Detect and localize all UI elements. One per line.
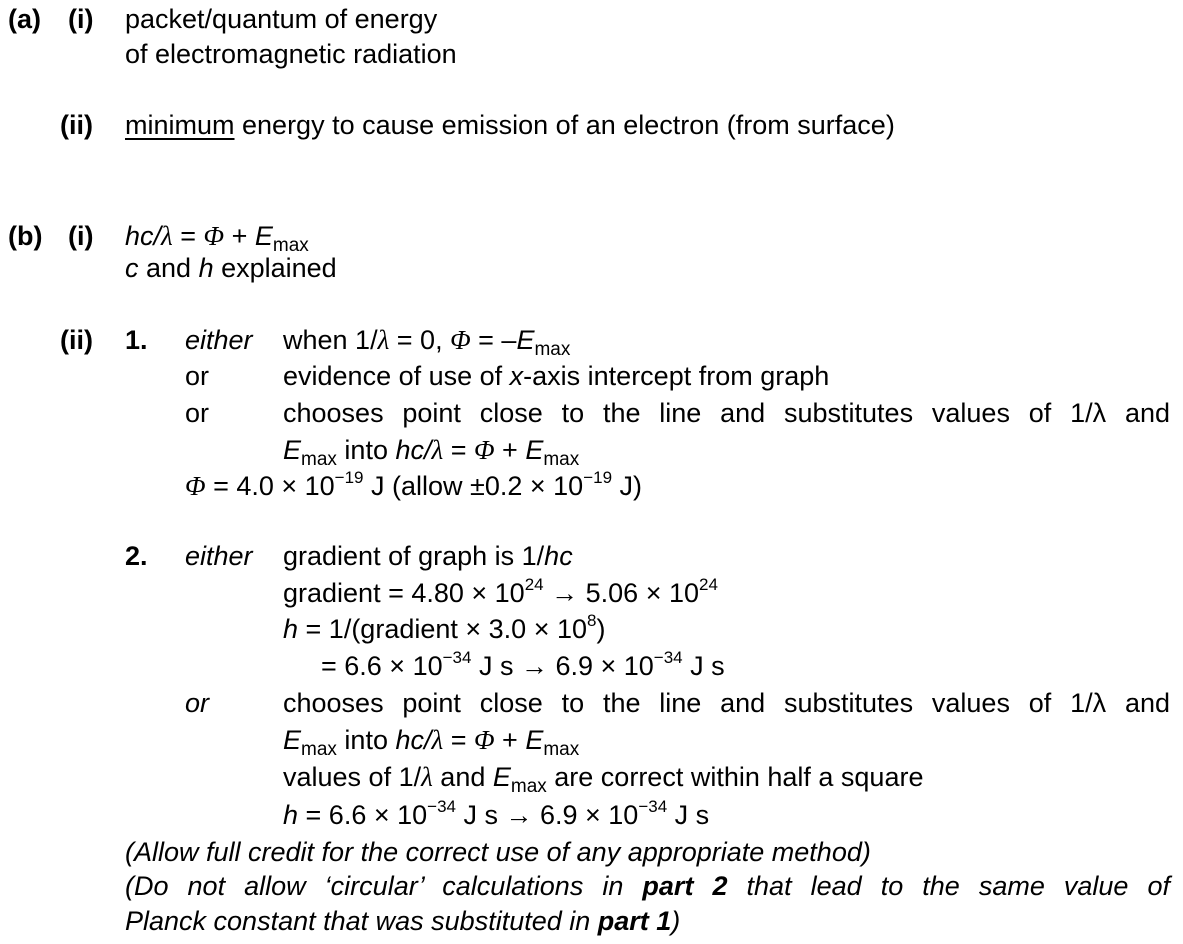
- part2-h-value: = $6.6 \times 10^{-34}$ J $s \to 6.9 \times 10^{-34}$ J s: [321, 648, 725, 681]
- underlined-word: minimum: [125, 110, 235, 140]
- note-full-credit: (Allow full credit for the correct use of any appropriate method): [125, 837, 871, 867]
- part1-either: either: [185, 325, 253, 355]
- part-a-i-line2: of electromagnetic radiation: [125, 39, 457, 69]
- part-a-ii-text: minimum energy to cause emission of an electron (from surface): [125, 110, 895, 140]
- part1-or2-line1: chooses point close to the line and substitutes values of 1/λ and: [283, 398, 1170, 428]
- part2-or-line4: $h = 6.6 \times 10^{-34}$ J $s \to 6.9 \times 10^{-34}$ J s: [283, 797, 710, 830]
- part-b-label: (b): [8, 221, 43, 251]
- part-a-i-line1: packet/quantum of energy: [125, 4, 438, 34]
- part-a-i-label: (i): [68, 4, 94, 34]
- part1-or1-text: evidence of use of x-axis intercept from graph: [283, 361, 830, 391]
- part1-result: $\Phi = 4.0 \times 10^{-19}$ J (allow $\pm 0.2 \times 10^{-19}$ J): [185, 468, 643, 501]
- part1-either-text: when 1/λ = 0, $\Phi = -E_{max}$: [283, 325, 571, 360]
- part-a-label: (a): [8, 4, 41, 34]
- note-circular-line1: (Do not allow ‘circular’ calculations in part 2 that lead to the same value of: [125, 871, 1170, 901]
- part-b-i-line2: c and h explained: [125, 253, 337, 283]
- part2-number: 2.: [125, 541, 148, 571]
- note-circular-line2: Planck constant that was substituted in part 1): [125, 906, 681, 936]
- part2-or-line3: values of 1/λ and $E_{max}$ are correct within half a square: [283, 762, 924, 797]
- part2-gradient-statement: gradient of graph is 1/hc: [283, 541, 573, 571]
- photoelectric-equation: $hc/\lambda = \Phi + E_{max}$: [125, 221, 309, 256]
- part1-or2-line2: $E_{max}$ into $hc/\lambda = \Phi + E_{max}$: [283, 435, 580, 470]
- part1-number: 1.: [125, 325, 148, 355]
- part-a-ii-label: (ii): [60, 110, 93, 140]
- part-b-ii-label: (ii): [60, 325, 93, 355]
- part2-either: either: [185, 541, 253, 571]
- part2-or: or: [185, 688, 210, 718]
- part2-h-formula: h = 1/(gradient × $3.0 \times 10^8$): [283, 611, 606, 644]
- part-b-i-label: (i): [68, 221, 94, 251]
- part2-or-line1: chooses point close to the line and substitutes values of 1/λ and: [283, 688, 1170, 718]
- part1-or1: or: [185, 361, 210, 391]
- part2-or-line2: $E_{max}$ into $hc/\lambda = \Phi + E_{max}$: [283, 725, 580, 760]
- part2-gradient-value: gradient = $4.80 \times 10^{24} \to 5.06 \times 10^{24}$: [283, 575, 718, 608]
- part1-or2: or: [185, 398, 210, 428]
